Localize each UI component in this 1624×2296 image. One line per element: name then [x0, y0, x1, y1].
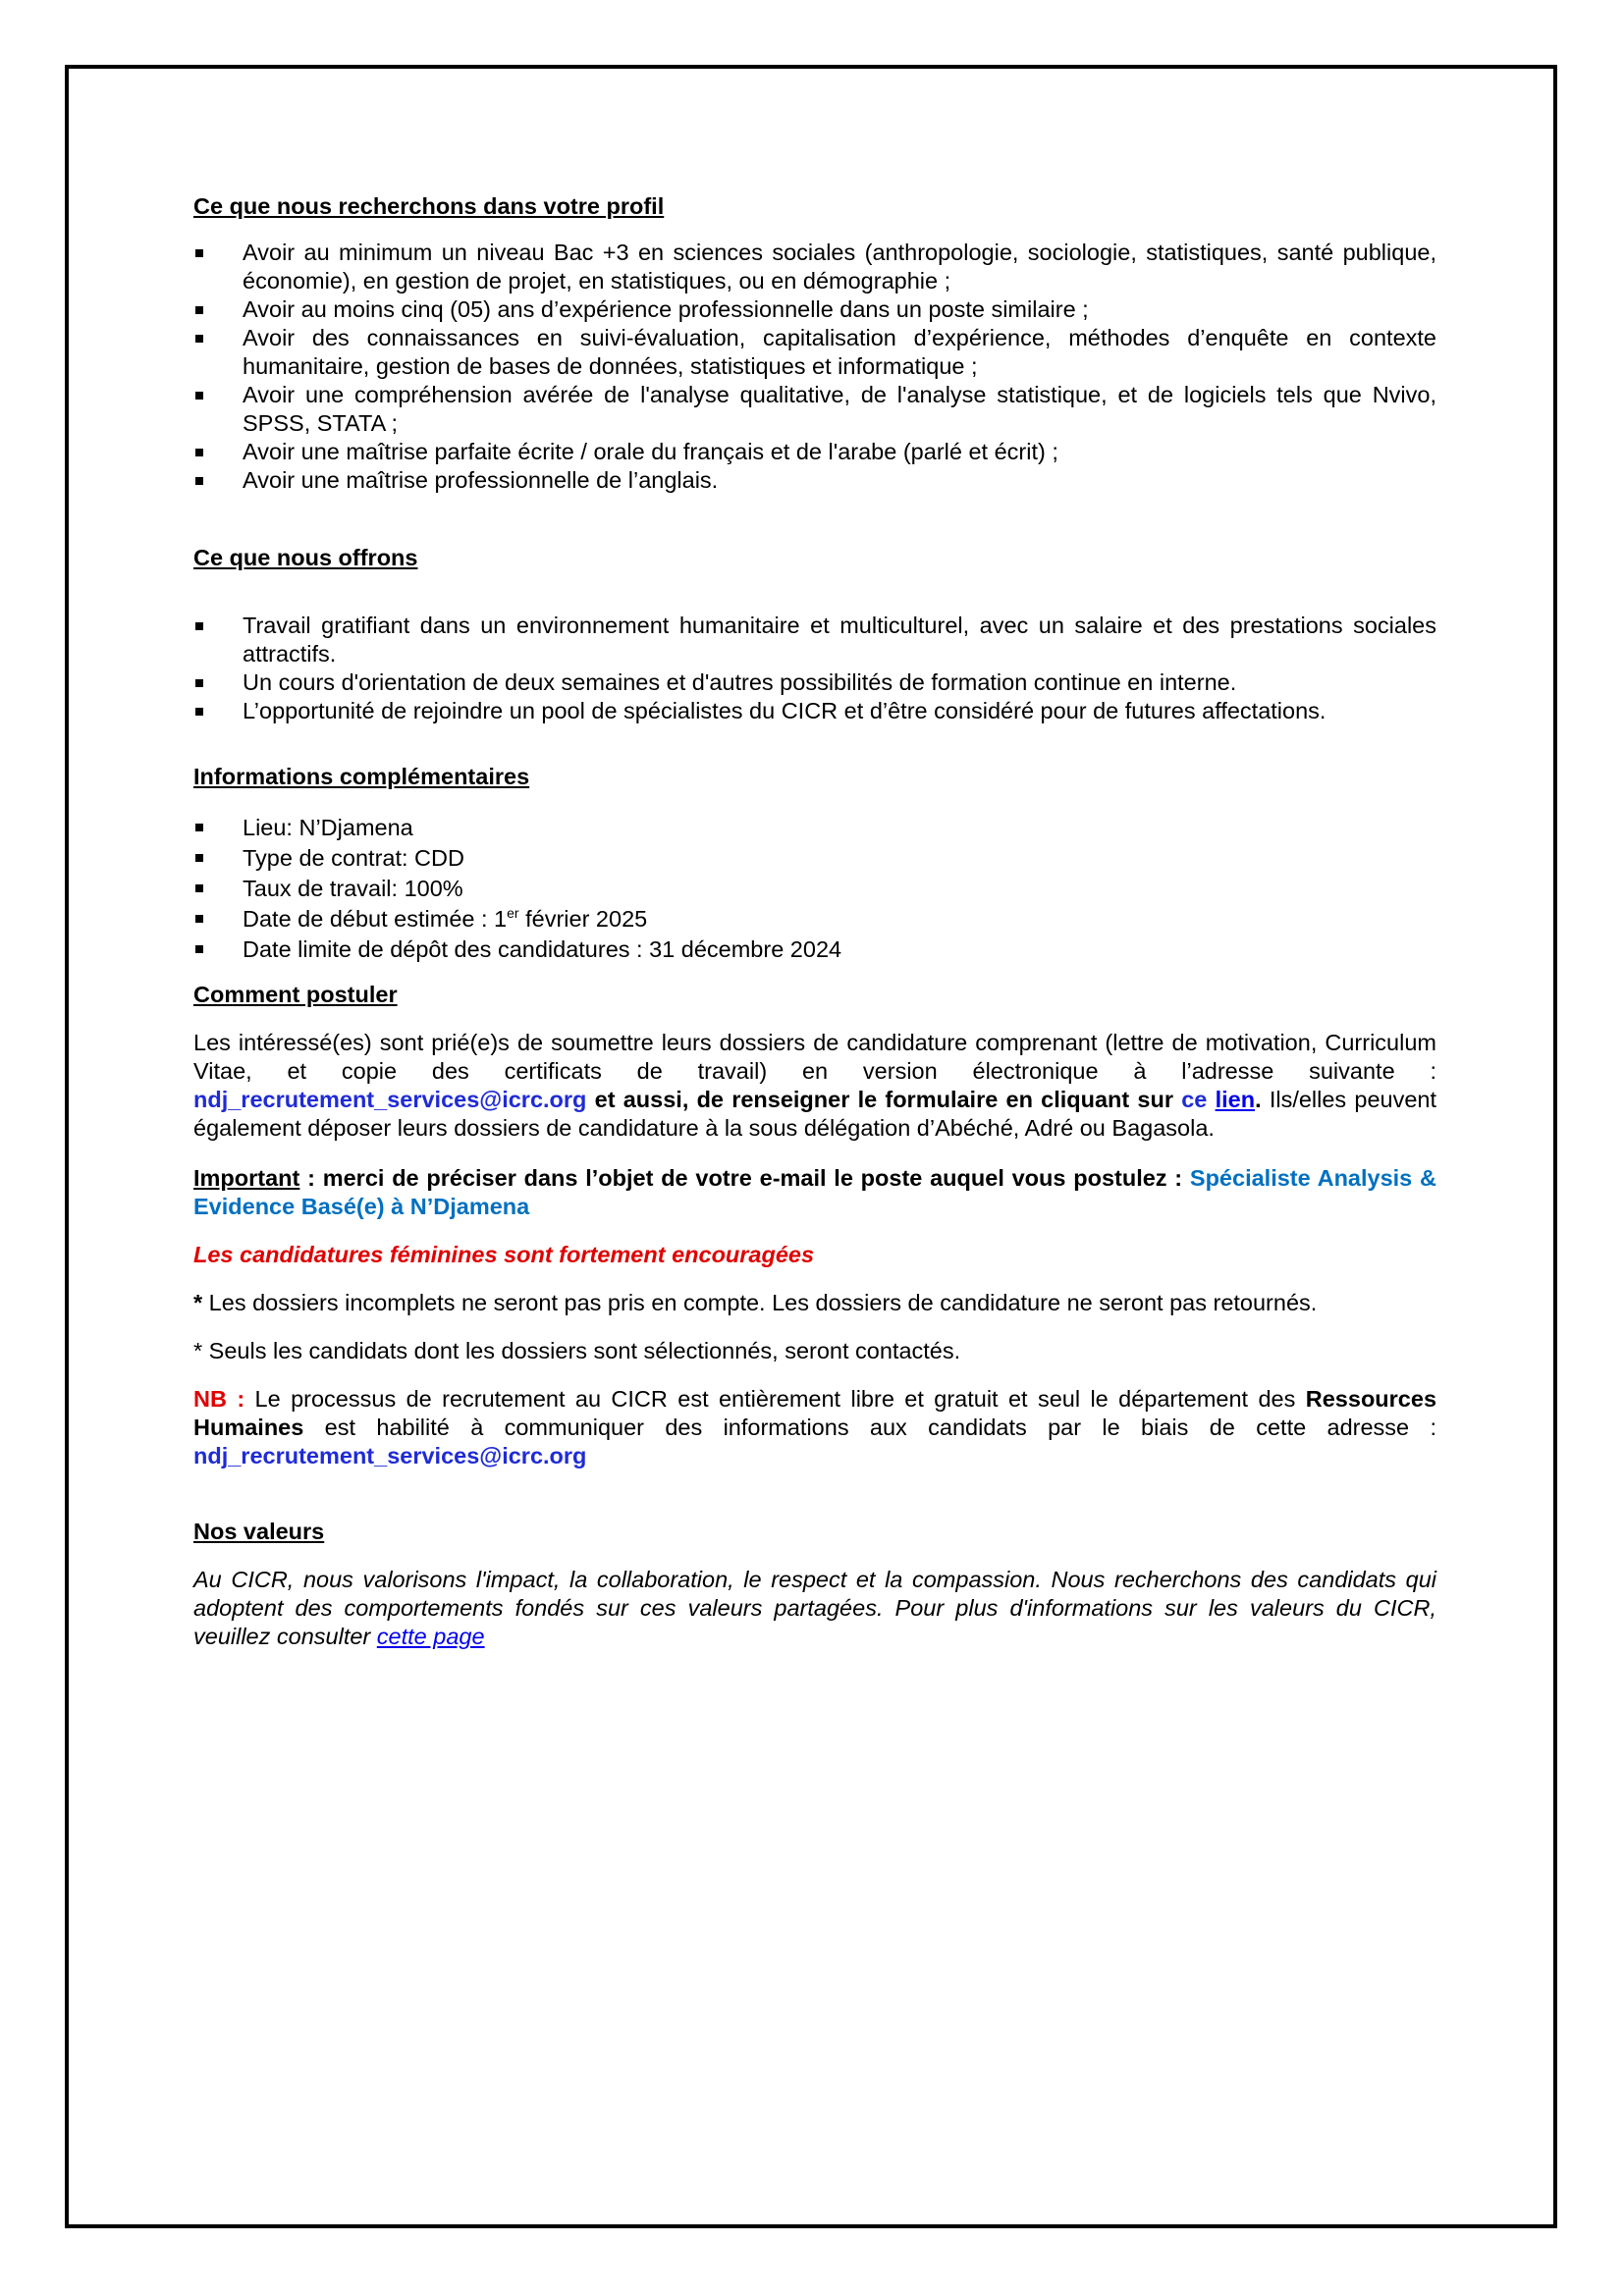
list-item: Type de contrat: CDD [193, 843, 1436, 874]
profile-heading: Ce que nous recherchons dans votre profil [193, 193, 665, 219]
apply-paragraph: Les intéressé(es) sont prié(e)s de soumettre leurs dossiers de candidature comprenant (lettre de motivation, Curriculum Vitae, et copie des certificats de travail) en version électronique à l’adresse suivante : ndj_recrutement_services@icrc.org et aussi, de renseigner le formulaire en cliquant sur ce lien. Ils/elles peuvent également déposer leurs dossiers de candidature à la sous délégation d’Abéché, Adré ou Bagasola. [193, 1030, 1437, 1141]
document-body [193, 192, 1436, 1651]
info-heading: Informations complémentaires [193, 764, 530, 789]
bullet-icon [195, 392, 203, 400]
bullet-icon [195, 449, 203, 456]
note-contacted: * Seuls les candidats dont les dossiers sont sélectionnés, seront contactés. [193, 1338, 961, 1363]
info-list [193, 813, 1436, 965]
list-item: Un cours d'orientation de deux semaines et d'autres possibilités de formation continue en interne. [193, 668, 1436, 697]
important-paragraph: Important : merci de préciser dans l’objet de votre e-mail le poste auquel vous postulez : Spécialiste Analysis & Evidence Basé(e) à N’Djamena [193, 1165, 1436, 1219]
list-item: Date de début estimée : 1er février 2025 [193, 904, 1436, 934]
offer-list [193, 612, 1436, 725]
apply-email[interactable]: ndj_recrutement_services@icrc.org [193, 1087, 587, 1112]
list-item: Avoir au minimum un niveau Bac +3 en sciences sociales (anthropologie, sociologie, statistiques, santé publique, économie), en gestion de projet, en statistiques, ou en démographie ; [193, 239, 1436, 295]
bullet-icon [195, 854, 203, 862]
bullet-icon [195, 945, 203, 953]
women-encouraged-note: Les candidatures féminines sont fortement encouragées [193, 1242, 815, 1267]
list-item: L’opportunité de rejoindre un pool de spécialistes du CICR et d’être considéré pour de futures affectations. [193, 697, 1436, 725]
bullet-icon [195, 335, 203, 343]
list-item: Lieu: N’Djamena [193, 813, 1436, 843]
values-paragraph: Au CICR, nous valorisons l'impact, la collaboration, le respect et la compassion. Nous recherchons des candidats qui adoptent des comportements fondés sur ces valeurs partagées. Pour plus d'informations sur les valeurs du CICR, veuillez consulter cette page [193, 1567, 1436, 1649]
list-item: Avoir une maîtrise parfaite écrite / orale du français et de l'arabe (parlé et écrit) ; [193, 438, 1436, 466]
nb-label: NB : [193, 1386, 245, 1412]
nb-paragraph: NB : Le processus de recrutement au CICR est entièrement libre et gratuit et seul le département des Ressources Humaines est habilité à communiquer des informations aux candidats par le biais de cette adresse : ndj_recrutement_services@icrc.org [193, 1386, 1437, 1468]
list-item: Taux de travail: 100% [193, 874, 1436, 904]
bullet-icon [195, 708, 203, 716]
bullet-icon [195, 477, 203, 485]
form-link[interactable]: lien [1215, 1087, 1256, 1112]
nb-email[interactable]: ndj_recrutement_services@icrc.org [193, 1443, 587, 1468]
offer-heading: Ce que nous offrons [193, 545, 418, 570]
list-item: Date limite de dépôt des candidatures : 31 décembre 2024 [193, 934, 1436, 965]
bullet-icon [195, 824, 203, 831]
values-heading: Nos valeurs [193, 1519, 325, 1544]
important-label: Important [193, 1165, 300, 1191]
list-item: Avoir une maîtrise professionnelle de l’anglais. [193, 466, 1436, 495]
list-item: Avoir au moins cinq (05) ans d’expérience professionnelle dans un poste similaire ; [193, 295, 1436, 324]
bullet-icon [195, 679, 203, 687]
apply-heading: Comment postuler [193, 982, 398, 1007]
note-incomplete: * Les dossiers incomplets ne seront pas pris en compte. Les dossiers de candidature ne seront pas retournés. [193, 1290, 1318, 1315]
bullet-icon [195, 249, 203, 257]
list-item: Avoir une compréhension avérée de l'analyse qualitative, de l'analyse statistique, et de logiciels tels que Nvivo, SPSS, STATA ; [193, 381, 1436, 438]
bullet-icon [195, 884, 203, 892]
list-item: Avoir des connaissances en suivi-évaluation, capitalisation d’expérience, méthodes d’enquête en contexte humanitaire, gestion de bases de données, statistiques et informatique ; [193, 324, 1436, 381]
profile-list [193, 239, 1436, 495]
position-title: Spécialiste Analysis & Evidence Basé(e) à N’Djamena [193, 1165, 1436, 1219]
list-item: Travail gratifiant dans un environnement humanitaire et multiculturel, avec un salaire et des prestations sociales attractifs. [193, 612, 1436, 668]
values-link[interactable]: cette page [376, 1624, 485, 1649]
bullet-icon [195, 306, 203, 314]
bullet-icon [195, 915, 203, 923]
bullet-icon [195, 622, 203, 630]
